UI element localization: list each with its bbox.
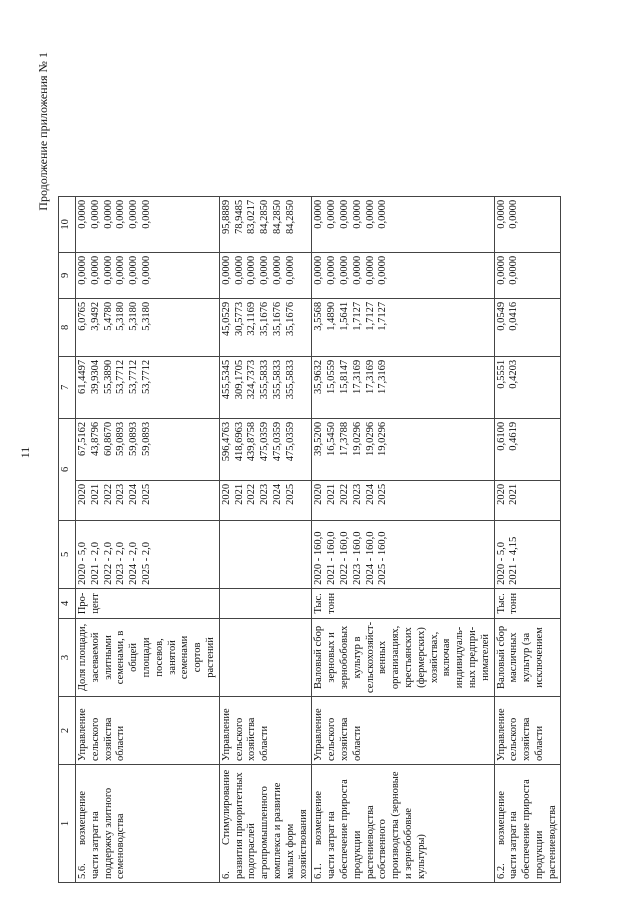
other-cell-value: 0,0000 (313, 199, 325, 229)
header-cell: 10 (59, 196, 76, 252)
year-cell-value: 2022 (246, 483, 258, 505)
header-cell: 2 (59, 697, 76, 765)
row-number: 6. (220, 871, 232, 879)
responsible-executor: Управление сельского хозяйства области (313, 708, 363, 761)
total-cell-value: 439,8758 (246, 421, 258, 462)
other-cell (312, 196, 494, 252)
federal-cell-value: 17,3169 (364, 359, 376, 394)
other-cell-value: 0,0000 (128, 199, 140, 229)
federal-cell-value: 355,5833 (284, 359, 296, 400)
total-cell (494, 418, 561, 480)
local-cell (76, 252, 220, 298)
other-cell-value: 0,0000 (377, 199, 389, 229)
federal-cell-value: 35,9632 (313, 359, 325, 394)
header-cell: 6 (59, 418, 76, 520)
federal-cell-value: 53,7712 (128, 359, 140, 394)
regional-cell-value: 5,3180 (115, 301, 127, 331)
target-cell-value: 2025 - 2,0 (140, 542, 152, 585)
total-cell-value: 19,0296 (351, 421, 363, 456)
indicator-cell (76, 618, 220, 696)
local-cell-value: 0,0000 (102, 255, 114, 285)
total-cell-value: 43,8796 (89, 421, 101, 456)
indicator-text: Валовый сбор зерновых и зернобобовых культур в сельскохозяйст-венных организациях, крестьянских (фермерских) хозяйствах, включая индивидуаль-ных предпри-нимателей (313, 621, 491, 693)
total-cell-value: 19,0296 (364, 421, 376, 456)
other-cell-value: 78,9485 (233, 199, 245, 234)
year-cell-value: 2025 (377, 483, 389, 505)
regional-cell-value: 35,1676 (259, 301, 271, 336)
measure-name-cell (312, 765, 494, 883)
local-cell-value: 0,0000 (271, 255, 283, 285)
regional-cell-value: 5,3180 (128, 301, 140, 331)
unit-cell (494, 588, 561, 618)
regional-cell-value: 45,0529 (220, 301, 232, 336)
measure-name: возмещение части затрат на обеспечение прироста продукции растениеводства (495, 779, 558, 879)
local-cell-value: 0,0000 (377, 255, 389, 285)
other-cell-value: 0,0000 (364, 199, 376, 229)
year-cell (219, 480, 312, 520)
header-cell: 5 (59, 520, 76, 588)
responsible-cell (76, 697, 220, 765)
measure-name-cell (219, 765, 312, 883)
other-cell-value: 84,2850 (259, 199, 271, 234)
other-cell-value: 0,0000 (338, 199, 350, 229)
other-cell-value: 0,0000 (89, 199, 101, 229)
year-cell-value: 2021 (233, 483, 245, 505)
total-cell-value: 17,3788 (338, 421, 350, 456)
other-cell-value: 0,0000 (115, 199, 127, 229)
target-cell (312, 520, 494, 588)
target-cell-value: 2022 - 2,0 (102, 542, 114, 585)
other-cell-value: 83,0217 (246, 199, 258, 234)
target-cell-value: 2023 - 160,0 (351, 531, 363, 585)
unit-cell (76, 588, 220, 618)
measure-name: возмещение части затрат на обеспечение прироста продукции растениеводства собственного производства (зерновые и зернобобовые культуры) (313, 771, 427, 879)
regional-cell-value: 0,0549 (495, 301, 507, 331)
local-cell (219, 252, 312, 298)
target-cell-value: 2021 - 2,0 (89, 542, 101, 585)
responsible-cell (312, 697, 494, 765)
federal-cell-value: 455,5345 (220, 359, 232, 400)
other-cell-value: 0,0000 (140, 199, 152, 229)
year-cell (76, 480, 220, 520)
other-cell-value: 0,0000 (351, 199, 363, 229)
federal-cell-value: 61,4497 (77, 359, 88, 394)
measure-name: Стимулирование развития приоритетных подотраслей агропромышленного комплекса и развитие малых форм хозяйствования (220, 769, 309, 879)
total-cell-value: 59,0893 (140, 421, 152, 456)
local-cell-value: 0,0000 (128, 255, 140, 285)
target-cell-value: 2021 - 4,15 (508, 536, 520, 585)
measure-name-cell (494, 765, 561, 883)
year-cell-value: 2025 (140, 483, 152, 505)
indicator-cell (312, 618, 494, 696)
total-cell-value: 60,8670 (102, 421, 114, 456)
local-cell-value: 0,0000 (495, 255, 507, 285)
total-cell (76, 418, 220, 480)
row-number: 5.6. (77, 863, 88, 879)
other-cell-value: 84,2850 (271, 199, 283, 234)
continuation-title: Продолжение приложения № 1 (36, 52, 50, 211)
federal-cell (494, 356, 561, 418)
indicator-cell (494, 618, 561, 696)
unit-text: Тыс. тонн (313, 592, 338, 614)
regional-cell-value: 6,0765 (77, 301, 88, 331)
total-cell (219, 418, 312, 480)
year-cell-value: 2024 (128, 483, 140, 505)
regional-cell-value: 3,5568 (313, 301, 325, 331)
local-cell-value: 0,0000 (115, 255, 127, 285)
regional-cell-value: 1,4890 (326, 301, 338, 331)
total-cell-value: 59,0893 (115, 421, 127, 456)
header-cell: 9 (59, 252, 76, 298)
responsible-executor: Управление сельского хозяйства области (220, 708, 271, 761)
year-cell-value: 2021 (89, 483, 101, 505)
table-row (494, 196, 561, 882)
year-cell-value: 2021 (508, 483, 520, 505)
year-cell-value: 2024 (271, 483, 283, 505)
responsible-executor: Управление сельского хозяйства области (77, 708, 127, 761)
total-cell-value: 596,4763 (220, 421, 232, 462)
year-cell-value: 2023 (259, 483, 271, 505)
regional-cell-value: 3,9492 (89, 301, 101, 331)
total-cell (312, 418, 494, 480)
responsible-executor: Управление сельского хозяйства области (495, 708, 545, 761)
other-cell-value: 0,0000 (508, 199, 520, 229)
federal-cell-value: 15,8147 (338, 359, 350, 394)
federal-cell-value: 355,5833 (259, 359, 271, 400)
regional-cell-value: 1,7127 (377, 301, 389, 331)
table-row (219, 196, 312, 882)
unit-cell (219, 588, 312, 618)
year-cell-value: 2023 (115, 483, 127, 505)
local-cell-value: 0,0000 (233, 255, 245, 285)
row-number: 6.2. (495, 863, 507, 879)
local-cell-value: 0,0000 (89, 255, 101, 285)
header-row (59, 196, 76, 882)
target-cell-value: 2021 - 160,0 (326, 531, 338, 585)
regional-cell-value: 35,1676 (284, 301, 296, 336)
measure-name-cell (76, 765, 220, 883)
year-cell-value: 2023 (351, 483, 363, 505)
regional-cell-value: 5,3180 (140, 301, 152, 331)
federal-cell-value: 355,5833 (271, 359, 283, 400)
regional-cell (219, 298, 312, 356)
year-cell (312, 480, 494, 520)
federal-cell-value: 53,7712 (140, 359, 152, 394)
federal-cell-value: 39,9304 (89, 359, 101, 394)
other-cell (76, 196, 220, 252)
regional-cell-value: 5,4780 (102, 301, 114, 331)
local-cell-value: 0,0000 (284, 255, 296, 285)
year-cell-value: 2020 (495, 483, 507, 505)
federal-cell (76, 356, 220, 418)
total-cell-value: 19,0296 (377, 421, 389, 456)
regional-cell (494, 298, 561, 356)
federal-cell-value: 15,0559 (326, 359, 338, 394)
indicator-text: Валовый сбор масличных культур (за исключением (495, 625, 545, 690)
local-cell-value: 0,0000 (326, 255, 338, 285)
other-cell-value: 0,0000 (326, 199, 338, 229)
federal-cell (219, 356, 312, 418)
other-cell-value: 0,0000 (102, 199, 114, 229)
responsible-cell (494, 697, 561, 765)
other-cell-value: 0,0000 (77, 199, 88, 229)
regional-cell-value: 1,7127 (364, 301, 376, 331)
year-cell-value: 2022 (102, 483, 114, 505)
year-cell (494, 480, 561, 520)
regional-cell-value: 35,1676 (271, 301, 283, 336)
header-cell: 7 (59, 356, 76, 418)
regional-cell-value: 1,5641 (338, 301, 350, 331)
federal-cell-value: 55,3890 (102, 359, 114, 394)
measure-name: возмещение части затрат на поддержку элитного семеноводства (77, 787, 127, 879)
row-number: 6.1. (313, 863, 325, 879)
year-cell-value: 2021 (326, 483, 338, 505)
target-cell (219, 520, 312, 588)
local-cell-value: 0,0000 (313, 255, 325, 285)
regional-cell-value: 32,1169 (246, 301, 258, 336)
indicator-text: Доля площади, засеваемой элитными семенами, в общей площади посевов, занятой семенами сортов растений (77, 623, 216, 692)
federal-cell-value: 17,3169 (377, 359, 389, 394)
regional-cell-value: 0,0416 (508, 301, 520, 331)
target-cell-value: 2025 - 160,0 (377, 531, 389, 585)
header-cell: 4 (59, 588, 76, 618)
local-cell (312, 252, 494, 298)
local-cell-value: 0,0000 (351, 255, 363, 285)
target-cell-value: 2022 - 160,0 (338, 531, 350, 585)
total-cell-value: 59,0893 (128, 421, 140, 456)
federal-cell (312, 356, 494, 418)
total-cell-value: 475,0359 (284, 421, 296, 462)
year-cell-value: 2022 (338, 483, 350, 505)
total-cell-value: 0,6100 (495, 421, 507, 451)
table-row (76, 196, 220, 882)
local-cell-value: 0,0000 (364, 255, 376, 285)
target-cell-value: 2020 - 5,0 (77, 542, 88, 585)
total-cell-value: 475,0359 (271, 421, 283, 462)
federal-cell-value: 309,1705 (233, 359, 245, 400)
unit-text: Про-цент (77, 592, 101, 615)
target-cell-value: 2020 - 160,0 (313, 531, 325, 585)
target-cell-value: 2020 - 5,0 (495, 542, 507, 585)
federal-cell-value: 0,5551 (495, 359, 507, 389)
local-cell-value: 0,0000 (220, 255, 232, 285)
federal-cell-value: 0,4203 (508, 359, 520, 389)
responsible-cell (219, 697, 312, 765)
regional-cell (312, 298, 494, 356)
other-cell (494, 196, 561, 252)
other-cell-value: 95,8889 (220, 199, 232, 234)
other-cell-value: 0,0000 (495, 199, 507, 229)
other-cell (219, 196, 312, 252)
total-cell-value: 475,0359 (259, 421, 271, 462)
unit-cell (312, 588, 494, 618)
year-cell-value: 2020 (77, 483, 88, 505)
local-cell-value: 0,0000 (77, 255, 88, 285)
federal-cell-value: 53,7712 (115, 359, 127, 394)
total-cell-value: 39,5200 (313, 421, 325, 456)
year-cell-value: 2020 (220, 483, 232, 505)
local-cell-value: 0,0000 (259, 255, 271, 285)
total-cell-value: 16,5450 (326, 421, 338, 456)
other-cell-value: 84,2850 (284, 199, 296, 234)
program-table (58, 196, 561, 883)
total-cell-value: 67,5162 (77, 421, 88, 456)
federal-cell-value: 17,3169 (351, 359, 363, 394)
page-number: 11 (18, 446, 32, 459)
local-cell-value: 0,0000 (246, 255, 258, 285)
target-cell (76, 520, 220, 588)
target-cell-value: 2024 - 160,0 (364, 531, 376, 585)
target-cell-value: 2023 - 2,0 (115, 542, 127, 585)
year-cell-value: 2025 (284, 483, 296, 505)
local-cell-value: 0,0000 (140, 255, 152, 285)
year-cell-value: 2020 (313, 483, 325, 505)
regional-cell (76, 298, 220, 356)
regional-cell-value: 30,5773 (233, 301, 245, 336)
target-cell-value: 2024 - 2,0 (128, 542, 140, 585)
local-cell-value: 0,0000 (508, 255, 520, 285)
header-cell: 8 (59, 298, 76, 356)
table-row (312, 196, 494, 882)
total-cell-value: 418,6963 (233, 421, 245, 462)
unit-text: Тыс. тонн (495, 592, 520, 614)
total-cell-value: 0,4619 (508, 421, 520, 451)
header-cell: 3 (59, 618, 76, 696)
local-cell (494, 252, 561, 298)
federal-cell-value: 324,7373 (246, 359, 258, 400)
indicator-cell (219, 618, 312, 696)
header-cell: 1 (59, 765, 76, 883)
target-cell (494, 520, 561, 588)
local-cell-value: 0,0000 (338, 255, 350, 285)
year-cell-value: 2024 (364, 483, 376, 505)
regional-cell-value: 1,7127 (351, 301, 363, 331)
